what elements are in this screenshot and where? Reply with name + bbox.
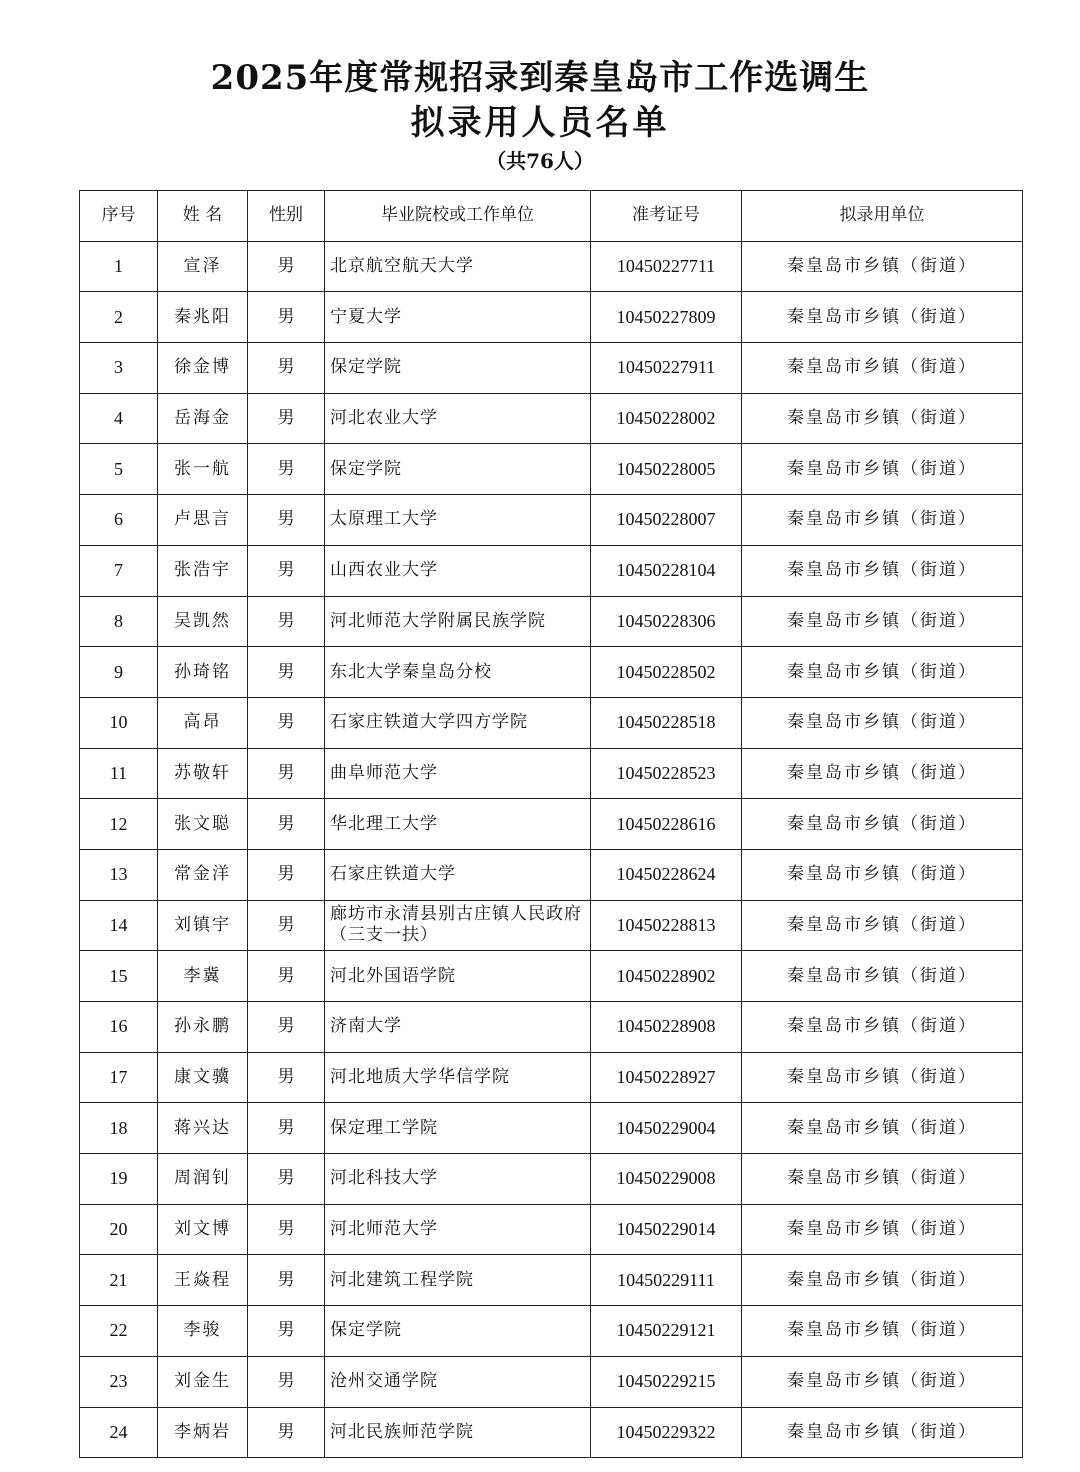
table-row [80,596,1023,647]
row-school: 华北理工大学 [325,799,591,850]
row-gender: 男 [248,1407,325,1458]
row-name: 康文骥 [158,1052,248,1103]
row-exam-number: 10450228908 [591,1002,742,1053]
header-index: 序号 [80,191,158,242]
header-unit: 拟录用单位 [742,191,1023,242]
row-index: 13 [80,849,158,900]
row-name: 常金洋 [158,849,248,900]
row-exam-number: 10450228002 [591,393,742,444]
row-exam-number: 10450229322 [591,1407,742,1458]
table-row [80,900,1023,951]
row-name: 周润钊 [158,1154,248,1205]
row-unit: 秦皇岛市乡镇（街道） [742,596,1023,647]
row-index: 22 [80,1306,158,1357]
row-gender: 男 [248,900,325,951]
table-row [80,343,1023,394]
row-unit: 秦皇岛市乡镇（街道） [742,1407,1023,1458]
row-gender: 男 [248,748,325,799]
row-exam-number: 10450227911 [591,343,742,394]
table-row [80,495,1023,546]
row-exam-number: 10450229008 [591,1154,742,1205]
row-index: 19 [80,1154,158,1205]
row-gender: 男 [248,393,325,444]
document-title: 2025年度常规招录到秦皇岛市工作选调生 [210,58,870,98]
row-school: 曲阜师范大学 [325,748,591,799]
row-school: 北京航空航天大学 [325,241,591,292]
header-exam-number: 准考证号 [591,191,742,242]
row-index: 23 [80,1356,158,1407]
row-unit: 秦皇岛市乡镇（街道） [742,292,1023,343]
row-school: 太原理工大学 [325,495,591,546]
row-gender: 男 [248,1052,325,1103]
row-school: 廊坊市永清县别古庄镇人民政府（三支一扶） [325,900,591,951]
row-gender: 男 [248,545,325,596]
row-exam-number: 10450228502 [591,647,742,698]
row-exam-number: 10450228624 [591,849,742,900]
row-school: 河北地质大学华信学院 [325,1052,591,1103]
row-gender: 男 [248,444,325,495]
row-name: 苏敬轩 [158,748,248,799]
row-unit: 秦皇岛市乡镇（街道） [742,241,1023,292]
row-name: 蒋兴达 [158,1103,248,1154]
row-gender: 男 [248,799,325,850]
row-school: 济南大学 [325,1002,591,1053]
row-unit: 秦皇岛市乡镇（街道） [742,849,1023,900]
table-row [80,849,1023,900]
table-row [80,1154,1023,1205]
row-index: 4 [80,393,158,444]
row-unit: 秦皇岛市乡镇（街道） [742,1356,1023,1407]
row-index: 3 [80,343,158,394]
row-name: 孙永鹏 [158,1002,248,1053]
row-name: 岳海金 [158,393,248,444]
row-index: 18 [80,1103,158,1154]
row-unit: 秦皇岛市乡镇（街道） [742,1002,1023,1053]
row-school: 河北师范大学 [325,1204,591,1255]
row-gender: 男 [248,1103,325,1154]
row-exam-number: 10450228005 [591,444,742,495]
table-row [80,444,1023,495]
row-exam-number: 10450229014 [591,1204,742,1255]
total-count: （共76人） [486,149,594,173]
candidate-table [79,190,1023,1458]
row-unit: 秦皇岛市乡镇（街道） [742,444,1023,495]
row-school: 东北大学秦皇岛分校 [325,647,591,698]
row-name: 张浩宇 [158,545,248,596]
row-unit: 秦皇岛市乡镇（街道） [742,900,1023,951]
table-row [80,393,1023,444]
table-row [80,241,1023,292]
table-row [80,1306,1023,1357]
row-gender: 男 [248,951,325,1002]
row-school: 河北师范大学附属民族学院 [325,596,591,647]
row-name: 李骏 [158,1306,248,1357]
row-school: 沧州交通学院 [325,1356,591,1407]
table-row [80,1255,1023,1306]
row-index: 12 [80,799,158,850]
row-name: 卢思言 [158,495,248,546]
row-gender: 男 [248,596,325,647]
row-gender: 男 [248,1204,325,1255]
table-row [80,647,1023,698]
row-school: 河北外国语学院 [325,951,591,1002]
row-exam-number: 10450228616 [591,799,742,850]
row-exam-number: 10450228104 [591,545,742,596]
row-unit: 秦皇岛市乡镇（街道） [742,1204,1023,1255]
row-index: 1 [80,241,158,292]
row-name: 孙琦铭 [158,647,248,698]
table-header-row [80,191,1023,242]
row-gender: 男 [248,1002,325,1053]
row-exam-number: 10450229215 [591,1356,742,1407]
row-gender: 男 [248,292,325,343]
row-gender: 男 [248,1154,325,1205]
row-gender: 男 [248,647,325,698]
row-gender: 男 [248,697,325,748]
row-school: 保定学院 [325,343,591,394]
row-name: 刘文博 [158,1204,248,1255]
row-index: 5 [80,444,158,495]
row-school: 宁夏大学 [325,292,591,343]
row-school: 保定理工学院 [325,1103,591,1154]
table-row [80,697,1023,748]
row-name: 张文聪 [158,799,248,850]
table-row [80,545,1023,596]
row-unit: 秦皇岛市乡镇（街道） [742,1154,1023,1205]
row-unit: 秦皇岛市乡镇（街道） [742,393,1023,444]
row-unit: 秦皇岛市乡镇（街道） [742,545,1023,596]
row-index: 9 [80,647,158,698]
row-name: 高昂 [158,697,248,748]
row-index: 7 [80,545,158,596]
row-school: 河北建筑工程学院 [325,1255,591,1306]
row-index: 15 [80,951,158,1002]
row-unit: 秦皇岛市乡镇（街道） [742,1255,1023,1306]
table-row [80,1002,1023,1053]
table-row [80,951,1023,1002]
row-index: 21 [80,1255,158,1306]
row-unit: 秦皇岛市乡镇（街道） [742,951,1023,1002]
table-row [80,1407,1023,1458]
table-row [80,799,1023,850]
row-school: 山西农业大学 [325,545,591,596]
row-school: 石家庄铁道大学 [325,849,591,900]
row-exam-number: 10450228007 [591,495,742,546]
row-index: 20 [80,1204,158,1255]
row-index: 17 [80,1052,158,1103]
row-name: 李炳岩 [158,1407,248,1458]
row-unit: 秦皇岛市乡镇（街道） [742,697,1023,748]
row-exam-number: 10450227711 [591,241,742,292]
table-row [80,1204,1023,1255]
row-name: 秦兆阳 [158,292,248,343]
header-school: 毕业院校或工作单位 [325,191,591,242]
row-school: 石家庄铁道大学四方学院 [325,697,591,748]
row-name: 王焱程 [158,1255,248,1306]
header-name: 姓 名 [158,191,248,242]
row-name: 李冀 [158,951,248,1002]
row-school: 保定学院 [325,1306,591,1357]
row-exam-number: 10450228518 [591,697,742,748]
row-exam-number: 10450229121 [591,1306,742,1357]
table-row [80,292,1023,343]
row-name: 吴凯然 [158,596,248,647]
row-index: 6 [80,495,158,546]
row-index: 10 [80,697,158,748]
header-gender: 性别 [248,191,325,242]
row-index: 11 [80,748,158,799]
row-name: 宣泽 [158,241,248,292]
table-row [80,1356,1023,1407]
table-row [80,1052,1023,1103]
table-body [80,241,1023,1458]
row-unit: 秦皇岛市乡镇（街道） [742,647,1023,698]
row-gender: 男 [248,495,325,546]
table-row [80,748,1023,799]
row-name: 刘金生 [158,1356,248,1407]
row-exam-number: 10450229004 [591,1103,742,1154]
row-exam-number: 10450228306 [591,596,742,647]
table-row [80,1103,1023,1154]
row-unit: 秦皇岛市乡镇（街道） [742,799,1023,850]
row-gender: 男 [248,1356,325,1407]
row-gender: 男 [248,849,325,900]
row-school: 河北农业大学 [325,393,591,444]
row-index: 24 [80,1407,158,1458]
row-name: 张一航 [158,444,248,495]
row-exam-number: 10450228902 [591,951,742,1002]
row-unit: 秦皇岛市乡镇（街道） [742,343,1023,394]
row-name: 徐金博 [158,343,248,394]
row-school: 河北民族师范学院 [325,1407,591,1458]
row-school: 保定学院 [325,444,591,495]
row-gender: 男 [248,1255,325,1306]
document-title-line2: 拟录用人员名单 [410,103,670,143]
row-school: 河北科技大学 [325,1154,591,1205]
row-gender: 男 [248,1306,325,1357]
row-unit: 秦皇岛市乡镇（街道） [742,1306,1023,1357]
row-gender: 男 [248,241,325,292]
row-name: 刘镇宇 [158,900,248,951]
row-exam-number: 10450228927 [591,1052,742,1103]
row-index: 16 [80,1002,158,1053]
row-unit: 秦皇岛市乡镇（街道） [742,748,1023,799]
row-unit: 秦皇岛市乡镇（街道） [742,1103,1023,1154]
row-exam-number: 10450227809 [591,292,742,343]
row-gender: 男 [248,343,325,394]
row-unit: 秦皇岛市乡镇（街道） [742,1052,1023,1103]
row-exam-number: 10450228523 [591,748,742,799]
row-exam-number: 10450228813 [591,900,742,951]
row-unit: 秦皇岛市乡镇（街道） [742,495,1023,546]
row-exam-number: 10450229111 [591,1255,742,1306]
row-index: 8 [80,596,158,647]
row-index: 14 [80,900,158,951]
row-index: 2 [80,292,158,343]
